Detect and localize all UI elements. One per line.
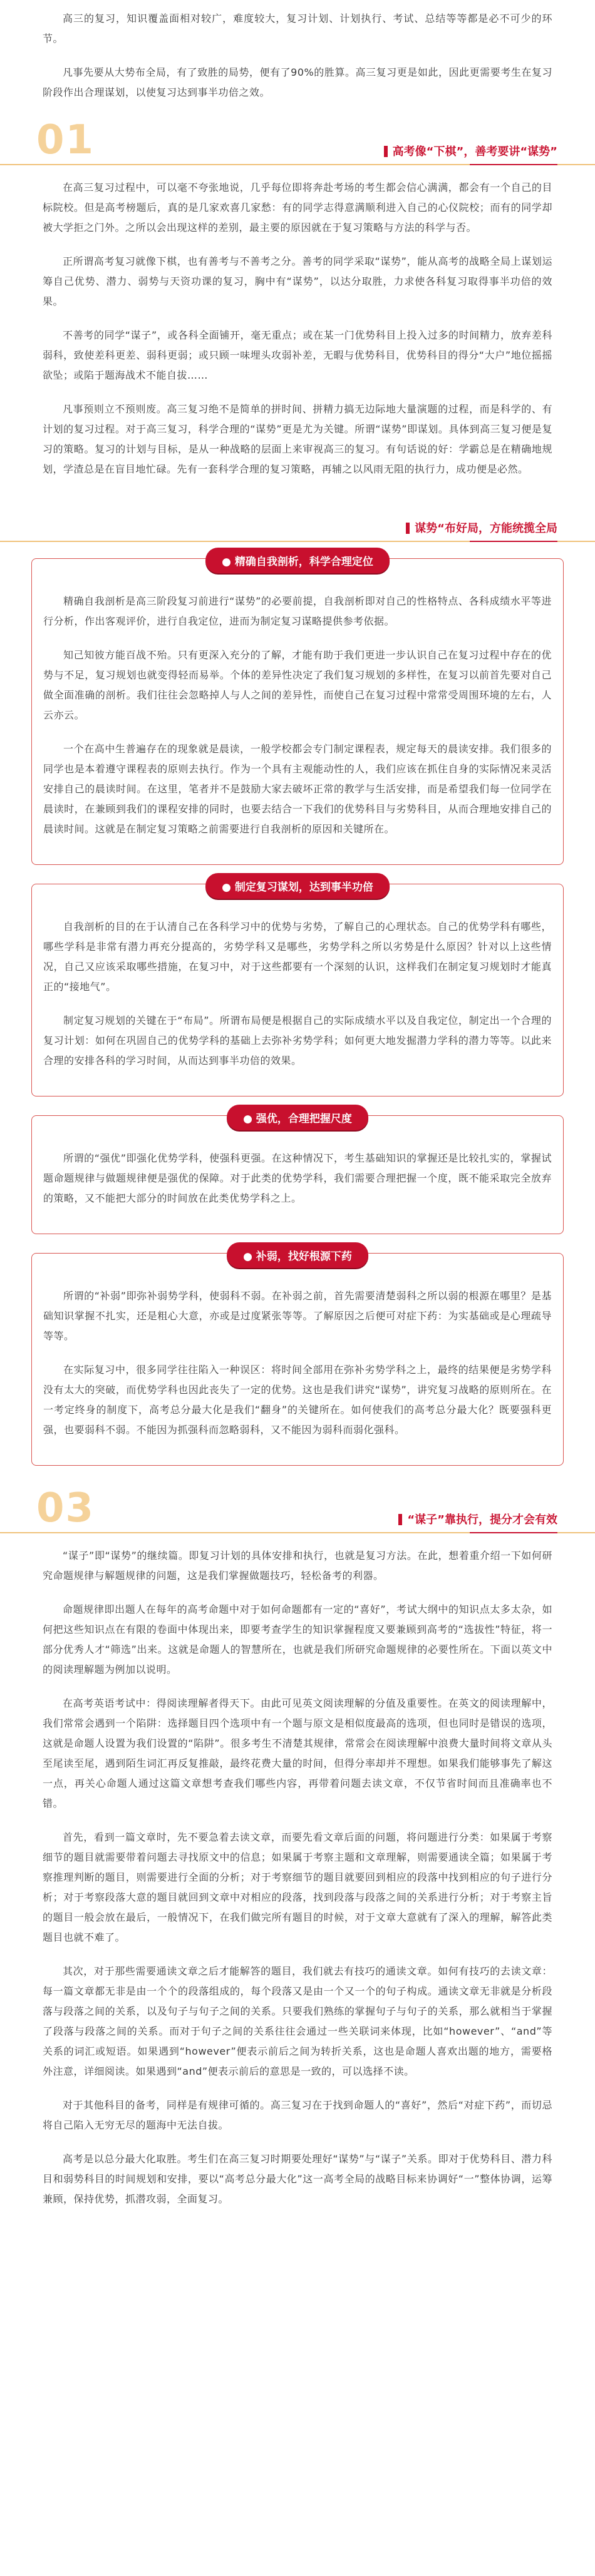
section-paragraph: 命题规律即出题人在每年的高考命题中对于如何命题都有一定的“喜好”，考试大纲中的知识点太多太杂，如何把这些知识点在有限的卷面中体现出来，即要考查学生的知识掌握程度又要兼顾到高考的“选拔性”特征，将一部分优秀人才“筛选”出来。这就是命题人的智慧所在，也就是我们所研究命题规律的必要性所在。下面以英文中的阅读理解题为例加以说明。 bbox=[43, 1603, 552, 1675]
card-paragraph: 知己知彼方能百战不殆。只有更深入充分的了解，才能有助于我们更进一步认识自己在复习过程中存在的优势与不足，复习规划也就变得轻而易举。个体的差异性决定了我们复习规划的多样性，在复习以前首先要对自己做全面准确的剖析。我们往往会忽略掉人与人之间的差异性，而使自己在复习过程中常常受周围环境的左右，人云亦云。 bbox=[43, 649, 552, 721]
card-paragraph: 所谓的“强优”即强化优势学科，使强科更强。在这种情况下，考生基础知识的掌握还是比较扎实的，掌握试题命题规律与做题规律便是强优的保障。对于此类的优势学科，我们需要合理把握一个度，既不能采取完全放弃的策略，又不能把大部分的时间放在此类优势学科之上。 bbox=[43, 1152, 552, 1204]
title-accent-bar bbox=[398, 1514, 402, 1525]
section-number: 03 bbox=[36, 1485, 95, 1531]
divider bbox=[470, 164, 557, 165]
card-paragraph: 所谓的“补弱”即弥补弱势学科，使弱科不弱。在补弱之前，首先需要清楚弱科之所以弱的根源在哪里？是基础知识掌握不扎实，还是粗心大意，亦或是过度紧张等等。了解原因之后便可对症下药：为实基础或是心理疏导等等。 bbox=[43, 1290, 552, 1342]
topic-card bbox=[31, 1115, 564, 1234]
bullet-icon: ● bbox=[243, 1113, 252, 1125]
bullet-icon: ● bbox=[243, 1250, 252, 1263]
section-paragraph: 凡事预则立不预则废。高三复习绝不是简单的拼时间、拼精力搞无边际地大量演题的过程，而是科学的、有计划的复习过程。对于高三复习，科学合理的“谋势”更是尤为关键。所谓“谋势”即谋划。具体到高三复习便是复习的策略。复习的计划与目标，是从一种战略的层面上来审视高三的复习。有句话说的好：学霸总是在精确地规划，学渣总是在盲目地忙碌。先有一套科学合理的复习策略，再辅之以风雨无阻的执行力，成功便是必然。 bbox=[43, 403, 552, 475]
card-badge: ● 制定复习谋划，达到事半功倍 bbox=[205, 873, 390, 899]
card-paragraph: 精确自我剖析是高三阶段复习前进行“谋势”的必要前提，自我剖析即对自己的性格特点、各科成绩水平等进行分析，作出客观评价，进行自我定位，进而为制定复习谋略提供参考依据。 bbox=[43, 595, 552, 627]
topic-card bbox=[31, 1250, 564, 1466]
section-header-1 bbox=[0, 116, 595, 165]
card-badge: ● 精确自我剖析，科学合理定位 bbox=[205, 548, 390, 573]
topic-card bbox=[31, 881, 564, 1096]
section-header-2 bbox=[0, 493, 595, 542]
section-paragraph: 首先，看到一篇文章时，先不要急着去读文章，而要先看文章后面的问题，将问题进行分类：如果属于考察细节的题目就需要带着问题去寻找原文中的信息；如果属于考察主题和文章理解，则需要通读全篇；如果属于考察推理判断的题目，则需要进行全面的分析；对于考察细节的题目就要回到相应的段落中找到相应的句子进行分析；对于考察段落大意的题目就回到文章中对相应的段落，找到段落与段落之间的关系进行分析；对于考察主旨的题目一般会放在最后，一般情况下，在我们做完所有题目的时候，对于文章大意就有了深入的理解，解答此类题目也就不难了。 bbox=[43, 1831, 552, 1943]
title-accent-bar bbox=[406, 523, 410, 534]
section-header-3 bbox=[0, 1485, 595, 1533]
bullet-icon: ● bbox=[222, 556, 231, 568]
section-paragraph: 正所谓高考复习就像下棋，也有善考与不善考之分。善考的同学采取“谋势”，能从高考的战略全局上谋划运筹自己优势、潜力、弱势与天资功课的复习，胸中有“谋势”，以达分取胜，力求使各科复习取得事半功倍的效果。 bbox=[43, 255, 552, 307]
card-paragraph: 自我剖析的目的在于认清自己在各科学习中的优势与劣势，了解自己的心理状态。自己的优势学科有哪些，哪些学科是非常有潜力再充分提高的，劣势学科又是哪些，劣势学科之所以劣势是什么原因？针对以上这些情况，自己又应该采取哪些措施，在复习中，对于这些都要有一个深刻的认识，这样我们在制定复习规划时才能真正的“接地气”。 bbox=[43, 921, 552, 993]
card-paragraph: 在实际复习中，很多同学往往陷入一种误区：将时间全部用在弥补劣势学科之上，最终的结果便是劣势学科没有太大的突破，而优势学科也因此丧失了一定的优势。这也是我们讲究“谋势”，讲究复习战略的原则所在。在一考定终身的制度下，高考总分最大化是我们“翻身”的关键所在。如何使我们的高考总分最大化？既要强科更强，也要弱科不弱。不能因为抓强科而忽略弱科，又不能因为弱科而弱化强科。 bbox=[43, 1364, 552, 1436]
card-paragraph: 一个在高中生普遍存在的现象就是晨读，一般学校都会专门制定课程表，规定每天的晨读安排。我们很多的同学也是本着遵守课程表的原则去执行。作为一个具有主观能动性的人，我们应该在抓住自身的实际情况来灵活安排自己的晨读时间。在这里，笔者并不是鼓励大家去破坏正常的教学与生活安排，而是希望我们每一位同学在晨读时，在兼顾到我们的课程安排的同时，也要去结合一下我们的优势科目与劣势科目，从而合理地安排自己的晨读时间。这就是在制定复习策略之前需要进行自我剖析的原因和关键所在。 bbox=[43, 743, 552, 835]
section-paragraph: 在高考英语考试中：得阅读理解者得天下。由此可见英文阅读理解的分值及重要性。在英文的阅读理解中，我们常常会遇到一个陷阱：选择题目四个选项中有一个题与原文是相似度最高的选项，但也同时是错误的选项，这就是命题人设置为我们设置的“陷阱”。很多考生不清楚其规律，常常会在阅读理解中浪费大量时间将文章从头至尾读至尾，遇到陌生词汇再反复推敲，最终花费大量的时间，但得分率却并不理想。如果我们能够事先了解这一点，再关心命题人通过这篇文章想考查我们哪些内容，再带着问题去读文章，不仅节省时间而且准确率也不错。 bbox=[43, 1697, 552, 1809]
divider bbox=[470, 541, 557, 542]
card-paragraph: 制定复习规划的关键在于“布局”。所谓布局便是根据自己的实际成绩水平以及自我定位，制定出一个合理的复习计划：如何在巩固自己的优势学科的基础上去弥补劣势学科；如何更大地发掘潜力学科的潜力等等。以此来合理的安排各科的学习时间，从而达到事半功倍的效果。 bbox=[43, 1015, 552, 1066]
divider bbox=[470, 1532, 557, 1533]
intro-paragraph: 高三的复习，知识覆盖面相对较广，难度较大，复习计划、计划执行、考试、总结等等都是必不可少的环节。 bbox=[43, 13, 552, 44]
section-number: 01 bbox=[36, 117, 95, 163]
topic-card bbox=[31, 558, 564, 865]
intro-paragraph: 凡事先要从大势布全局，有了致胜的局势，便有了90%的胜算。高三复习更是如此，因此更需要考生在复习阶段作出合理谋划，以使复习达到事半功倍之效。 bbox=[43, 66, 552, 98]
title-accent-bar bbox=[384, 146, 388, 157]
section-title: “谋子”靠执行，提分才会有效 bbox=[398, 1511, 557, 1527]
card-badge: ● 补弱，找好根源下药 bbox=[227, 1242, 368, 1268]
section-paragraph: 其次，对于那些需要通读文章之后才能解答的题目，我们就去有技巧的通读文章。如何有技巧的去读文章：每一篇文章都无非是由一个个的段落组成的，每个段落又是由一个又一个的句子构成。通读文章无非就是分析段落与段落之间的关系，以及句子与句子之间的关系。只要我们熟练的掌握句子与句子的关系，那么就相当于掌握了段落与段落之间的关系。而对于句子之间的关系往往会通过一些关联词来体现，比如“however”、“and”等关系的词汇或短语。如果遇到“however”便表示前后之间为转折关系，这也是命题人喜欢出题的地方，需要格外注意，详细阅读。如果遇到“and”便表示前后的意思是一致的，可以选择不读。 bbox=[43, 1965, 552, 2077]
section-title: 高考像“下棋”，善考要讲“谋势” bbox=[384, 143, 557, 159]
bullet-icon: ● bbox=[222, 881, 231, 894]
section-paragraph: 不善考的同学“谋子”，或各科全面铺开，毫无重点；或在某一门优势科目上投入过多的时间精力，放弃差科弱科，致使差科更差、弱科更弱；或只顾一味埋头攻弱补差，无暇与优势科目，优势科目的得分“大户”地位摇摇欲坠；或陷于题海战术不能自拔…… bbox=[43, 329, 552, 381]
section-paragraph: 高考是以总分最大化取胜。考生们在高三复习时期要处理好“谋势”与“谋子”关系。即对于优势科目、潜力科目和弱势科目的时间规划和安排，要以“高考总分最大化”这一高考全局的战略目标来协调好“一”整体协调，运筹兼顾，保持优势，抓潜攻弱，全面复习。 bbox=[43, 2153, 552, 2205]
section-paragraph: 对于其他科目的备考，同样是有规律可循的。高三复习在于找到命题人的“喜好”，然后“对症下药”，而切忌将自己陷入无穷无尽的题海中无法自拔。 bbox=[43, 2099, 552, 2131]
section-paragraph: 在高三复习过程中，可以毫不夸张地说，几乎每位即将奔赴考场的考生都会信心满满，都会有一个自己的目标院校。但是高考榜题后，真的是几家欢喜几家愁：有的同学志得意满顺利进入自己的心仪院校；而有的同学却被大学拒之门外。之所以会出现这样的差别，最主要的原因就在于复习策略与方法的科学与否。 bbox=[43, 181, 552, 233]
section-title: 谋势“布好局，方能统揽全局 bbox=[406, 519, 557, 536]
card-badge: ● 强优，合理把握尺度 bbox=[227, 1105, 368, 1130]
section-paragraph: “谋子”即“谋势”的继续篇。即复习计划的具体安排和执行，也就是复习方法。在此，想着重介绍一下如何研究命题规律与解题规律的问题，这是我们掌握做题技巧，轻松备考的利器。 bbox=[43, 1550, 552, 1582]
